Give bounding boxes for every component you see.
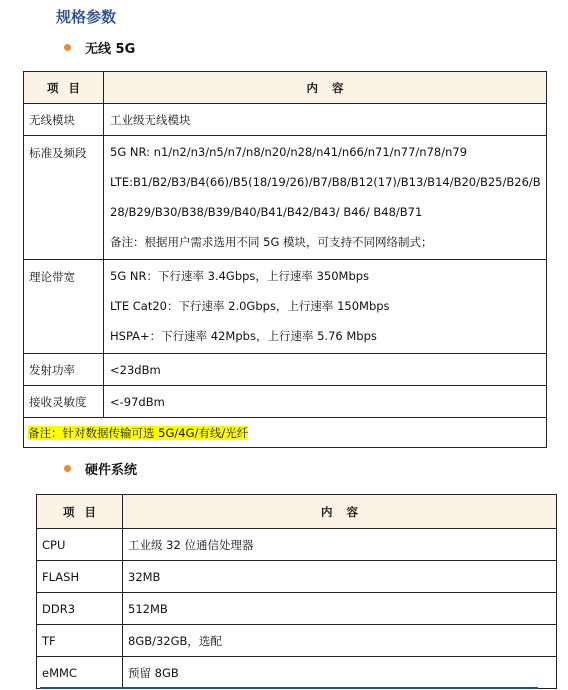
row-line: 备注：根据用户需求选用不同 5G 模块，可支持不同网络制式； [110,235,433,249]
row-value [104,136,547,260]
header-content: 内容 [104,72,547,104]
row-label: DDR3 [37,593,123,625]
table-row [24,260,547,354]
wireless-spec-table [23,71,547,448]
header-content: 内容 [123,495,557,529]
row-label: 发射功率 [24,354,104,386]
section-heading-wireless [64,38,135,57]
row-value: <-97dBm [104,386,547,418]
row-label: 接收灵敏度 [24,386,104,418]
row-label: FLASH [37,561,123,593]
row-label: CPU [37,529,123,561]
table-note [24,418,547,448]
table-row [24,136,547,260]
row-value: 工业级 32 位通信处理器 [123,529,557,561]
table-row [24,104,547,136]
row-value: 预留 8GB [123,657,557,689]
row-label: 理论带宽 [24,260,104,354]
row-line: HSPA+：下行速率 42Mpbs，上行速率 5.76 Mbps [110,329,377,343]
table-header-row [24,72,547,104]
row-value: <23dBm [104,354,547,386]
section-heading-hardware [64,459,137,478]
table-row [24,354,547,386]
row-label: 标准及频段 [24,136,104,260]
bullet-dot-icon [64,465,71,472]
header-item: 项目 [24,72,104,104]
header-item: 项目 [37,495,123,529]
row-label: TF [37,625,123,657]
bullet-dot-icon [64,44,71,51]
row-label: eMMC [37,657,123,689]
highlighted-note: 备注：针对数据传输可选 5G/4G/有线/光纤 [28,425,249,440]
table-row [37,561,557,593]
table-row [37,625,557,657]
row-line: 5G NR: n1/n2/n3/n5/n7/n8/n20/n28/n41/n66/n71/n77/n78/n79 [110,145,468,159]
table-row [37,657,557,689]
table-row [24,386,547,418]
row-label: 无线模块 [24,104,104,136]
table-header-row [37,495,557,529]
hardware-spec-table [36,494,557,689]
row-value: 32MB [123,561,557,593]
page-title: 规格参数 [56,8,117,26]
section-heading-label: 硬件系统 [85,463,138,478]
table-row [37,593,557,625]
section-heading-label: 无线 5G [85,42,136,57]
table-row [37,529,557,561]
bottom-divider [40,687,538,689]
row-line: 5G NR：下行速率 3.4Gbps，上行速率 350Mbps [110,269,370,283]
row-line: 28/B29/B30/B38/B39/B40/B41/B42/B43/ B46/ B48/B71 [110,205,423,219]
row-value [104,260,547,354]
row-line: LTE:B1/B2/B3/B4(66)/B5(18/19/26)/B7/B8/B12(17)/B13/B14/B20/B25/B26/B [110,175,541,189]
row-value: 512MB [123,593,557,625]
row-line: LTE Cat20：下行速率 2.0Gbps，上行速率 150Mbps [110,299,390,313]
row-value: 8GB/32GB，选配 [123,625,557,657]
table-note-row [24,418,547,448]
row-value: 工业级无线模块 [104,104,547,136]
